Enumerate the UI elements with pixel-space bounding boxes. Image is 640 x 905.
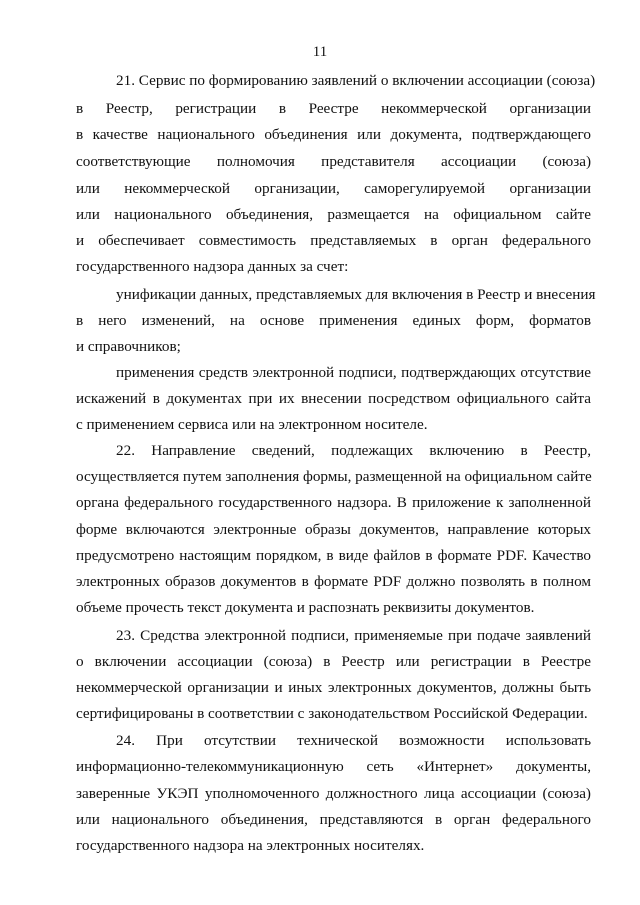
paragraph-line: 24. При отсутствии технической возможности использовать [116,732,591,749]
paragraph-line: в качестве национального объединения или документа, подтверждающего [76,126,591,143]
paragraph-line: о включении ассоциации (союза) в Реестр или регистрации в Реестре [76,653,591,670]
paragraph-line: органа федерального государственного надзора. В приложение к заполненной [76,494,591,511]
paragraph-line: искажений в документах при их внесении посредством официального сайта [76,390,591,407]
paragraph-line: сертифицированы в соответствии с законодательством Российской Федерации. [76,705,588,722]
paragraph-line: с применением сервиса или на электронном носителе. [76,416,428,433]
paragraph-line: соответствующие полномочия представителя ассоциации (союза) [76,153,591,170]
paragraph-line: 21. Сервис по формированию заявлений о включении ассоциации (союза) [116,72,596,89]
paragraph-line: объеме прочесть текст документа и распознать реквизиты документов. [76,599,535,616]
paragraph-line: или национального объединения, представляются в орган федерального [76,811,591,828]
paragraph-line: в него изменений, на основе применения единых форм, форматов [76,312,591,329]
paragraph-line: или национального объединения, размещается на официальном сайте [76,206,591,223]
paragraph-line: применения средств электронной подписи, подтверждающих отсутствие [116,364,591,381]
paragraph-line: и справочников; [76,338,181,355]
paragraph-line: заверенные УКЭП уполномоченного должностного лица ассоциации (союза) [76,785,591,802]
paragraph-line: форме включаются электронные образы документов, направление которых [76,521,591,538]
paragraph-line: государственного надзора на электронных носителях. [76,837,425,854]
paragraph-line: или некоммерческой организации, саморегулируемой организации [76,180,591,197]
paragraph-line: некоммерческой организации и иных электронных документов, должны быть [76,679,591,696]
paragraph-line: предусмотрено настоящим порядком, в виде файлов в формате PDF. Качество [76,547,591,564]
paragraph-line: информационно-телекоммуникационную сеть «Интернет» документы, [76,758,591,775]
paragraph-line: 23. Средства электронной подписи, применяемые при подаче заявлений [116,627,591,644]
paragraph-line: 22. Направление сведений, подлежащих включению в Реестр, [116,442,591,459]
paragraph-line: электронных образов документов в формате PDF должно позволять в полном [76,573,591,590]
paragraph-line: в Реестр, регистрации в Реестре некоммерческой организации [76,100,591,117]
page-number: 11 [312,44,328,60]
paragraph-line: унификации данных, представляемых для включения в Реестр и внесения [116,286,596,303]
paragraph-line: государственного надзора данных за счет: [76,258,349,275]
paragraph-line: осуществляется путем заполнения формы, размещенной на официальном сайте [76,468,592,485]
paragraph-line: и обеспечивает совместимость представляемых в орган федерального [76,232,591,249]
